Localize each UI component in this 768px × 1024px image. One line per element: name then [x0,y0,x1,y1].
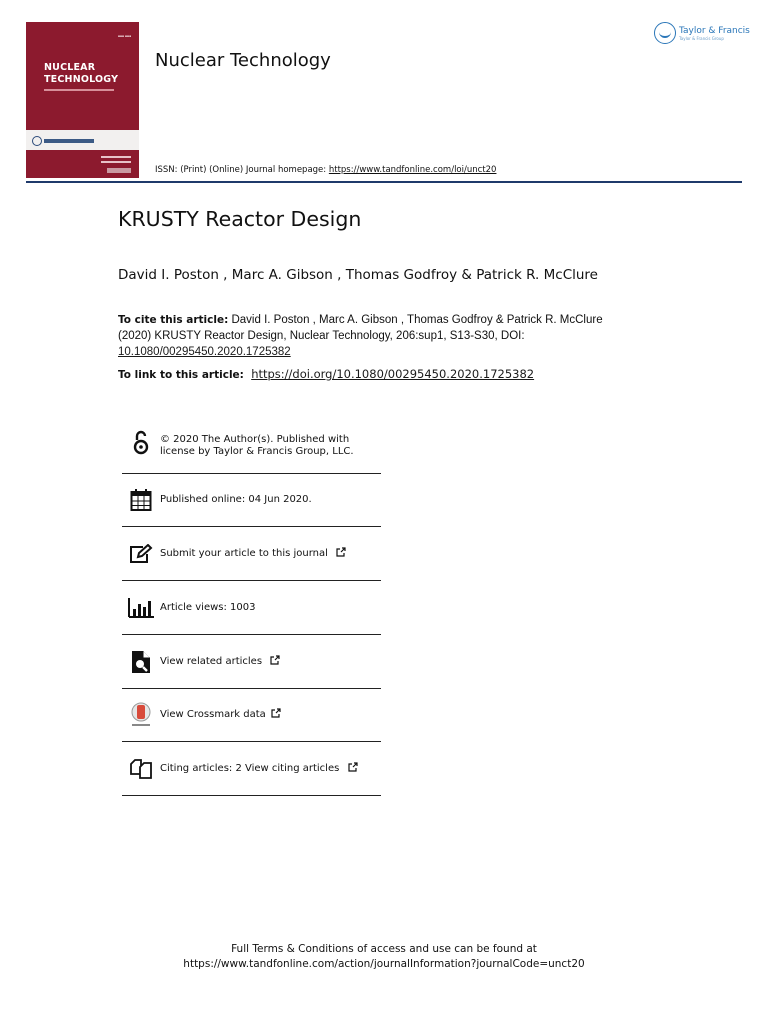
license-item [122,420,381,474]
cover-top-panel [26,22,139,130]
article-info-list [122,420,381,796]
citing-articles-link[interactable]: Citing articles: 2 View citing articles [160,762,340,774]
society-name-mark [44,139,94,143]
citing-documents-icon [126,754,156,784]
publisher-group: Taylor & Francis Group [679,35,724,41]
journal-cover-image [26,22,139,178]
crossmark-link[interactable]: View Crossmark data [160,709,266,720]
submit-article-link[interactable]: Submit your article to this journal [160,547,328,559]
calendar-icon [126,485,156,515]
taylor-francis-logo-icon [654,22,676,44]
external-link-icon [271,708,281,722]
published-item [122,474,381,527]
external-link-icon [336,547,346,561]
license-line-1: © 2020 The Author(s). Published with [160,434,350,445]
issn-line [155,165,496,175]
publisher-logo[interactable] [654,22,750,44]
external-link-icon [348,762,358,776]
external-link-icon [270,655,280,669]
header-divider [26,181,742,183]
published-date: Published online: 04 Jun 2020. [160,494,312,505]
footer [0,942,768,972]
issn-label: ISSN: (Print) (Online) Journal homepage: [155,165,327,175]
cite-doi-link[interactable]: 10.1080/00295450.2020.1725382 [118,346,291,358]
cover-title: NUCLEAR TECHNOLOGY [44,62,119,85]
related-articles-link[interactable]: View related articles [160,655,263,667]
crossmark-icon [126,700,156,730]
cover-bottom-panel [26,150,139,178]
crossmark-item[interactable] [122,689,381,742]
article-link-line [118,367,534,381]
views-item [122,581,381,635]
journal-homepage-link[interactable]: https://www.tandfonline.com/loi/unct20 [328,165,497,175]
article-title: KRUSTY Reactor Design [118,207,362,231]
open-access-icon [126,428,156,458]
publisher-name: Taylor & Francis [679,25,750,36]
link-label: To link to this article: [118,369,244,381]
search-document-icon [126,647,156,677]
doi-link[interactable]: https://doi.org/10.1080/00295450.2020.1725382 [251,367,535,381]
article-views: Article views: 1003 [160,601,256,613]
bar-chart-icon [126,593,156,623]
related-item[interactable] [122,635,381,689]
citing-item[interactable] [122,742,381,796]
footer-terms-text: Full Terms & Conditions of access and use can be found at [231,943,537,955]
license-line-2: license by Taylor & Francis Group, LLC. [160,446,354,457]
footer-terms-url[interactable]: https://www.tandfonline.com/action/journalInformation?journalCode=unct20 [183,958,585,970]
submit-item[interactable] [122,527,381,581]
cover-subtitle-line [44,89,114,91]
cover-society-logo [32,136,94,146]
society-seal-icon [32,136,42,146]
cover-date-mark: ▪▪▪ ▪▪▪ [117,34,131,38]
citation-block [118,312,618,360]
journal-name: Nuclear Technology [155,50,331,71]
edit-icon [126,539,156,569]
article-authors: David I. Poston , Marc A. Gibson , Thomas Godfroy & Patrick R. McClure [118,267,598,283]
cite-label: To cite this article: [118,314,229,326]
cite-text: David I. Poston , Marc A. Gibson , Thomas Godfroy & Patrick R. McClure (2020) KRUSTY Reactor Design, Nuclear Technology, 206:sup1, S13-S30, DOI: [118,314,603,342]
